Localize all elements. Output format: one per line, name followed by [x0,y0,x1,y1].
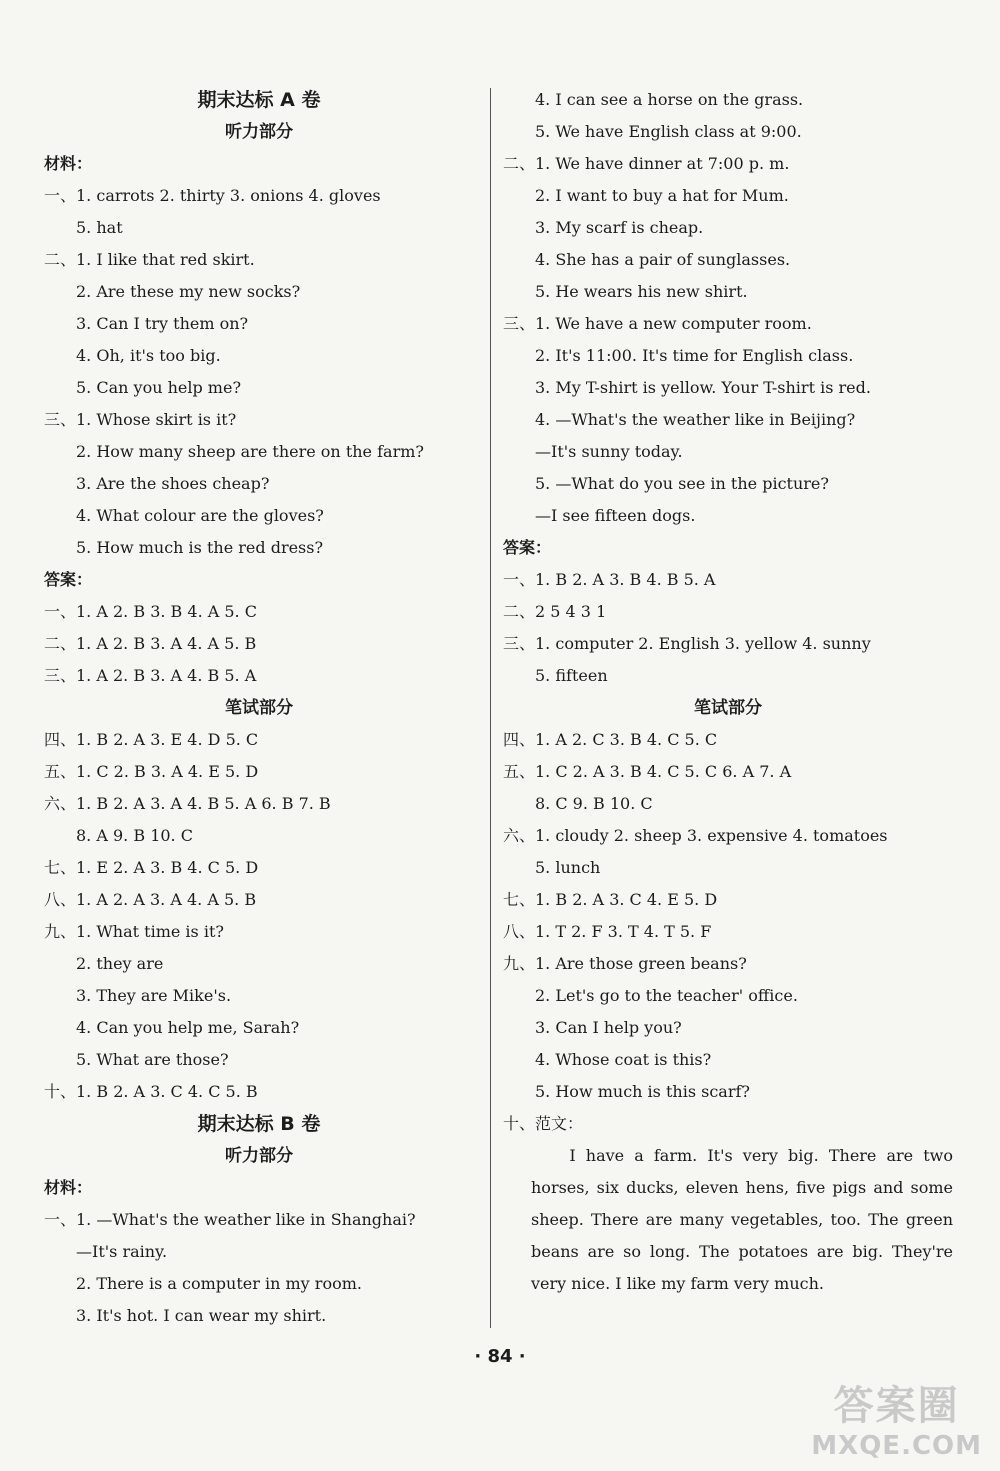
answer-line: 3. My T-shirt is yellow. Your T-shirt is red. [535,378,871,397]
answer-line: 三、1. computer 2. English 3. yellow 4. sunny [503,634,871,653]
answer-line: 2. How many sheep are there on the farm? [76,442,424,461]
answer-line: 5. He wears his new shirt. [535,282,748,301]
watermark-glyphs: 答案圈 [833,1383,960,1429]
answer-line: 4. Oh, it's too big. [76,346,221,365]
answer-line: 八、1. T 2. F 3. T 4. T 5. F [503,922,712,941]
answer-line: 4. What colour are the gloves? [76,506,324,525]
answer-line: 5. lunch [535,858,601,877]
answer-line: 一、1. carrots 2. thirty 3. onions 4. gloves [44,186,381,205]
answer-line: 3. Can I try them on? [76,314,249,333]
model-essay: I have a farm. It's very big. There are two horses, six ducks, eleven hens, five pigs and some sheep. There are many vegetables, too. The green beans are so long. The potatoes are big. They're very nice. I like my farm very much. [531,1146,953,1293]
watermark-logo [811,1374,982,1461]
answer-line: 八、1. A 2. A 3. A 4. A 5. B [44,890,257,909]
answer-line: 4. —What's the weather like in Beijing? [535,410,856,429]
section-subtitle: 听力部分 [225,1146,293,1166]
answer-line: 2. Are these my new socks? [76,282,301,301]
answer-line: 5. What are those? [76,1050,229,1069]
answer-line: 3. Are the shoes cheap? [76,474,270,493]
answer-line: 七、1. E 2. A 3. B 4. C 5. D [44,858,259,877]
answer-line: —I see fifteen dogs. [535,506,696,525]
answer-line: 九、1. Are those green beans? [503,954,747,973]
answer-line: 4. Whose coat is this? [535,1050,712,1069]
answer-line: 3. My scarf is cheap. [535,218,704,237]
answer-line: 3. They are Mike's. [76,986,232,1005]
answer-line: 5. How much is the red dress? [76,538,324,557]
page-number: · 84 · [474,1346,526,1367]
answer-line: 2. I want to buy a hat for Mum. [535,186,789,205]
answer-line: —It's sunny today. [535,442,683,461]
answer-line: 二、1. We have dinner at 7:00 p. m. [503,154,790,173]
answer-line: 六、1. cloudy 2. sheep 3. expensive 4. tomatoes [503,826,888,845]
section-subtitle: 笔试部分 [694,698,762,718]
answer-line: 5. We have English class at 9:00. [535,122,802,141]
answer-line: 2. It's 11:00. It's time for English class. [535,346,854,365]
answer-line: 二、1. I like that red skirt. [44,250,255,269]
answer-line: 五、1. C 2. B 3. A 4. E 5. D [44,762,259,781]
section-label: 材料： [44,154,93,173]
section-subtitle: 笔试部分 [225,698,293,718]
answer-line: 2. There is a computer in my room. [76,1274,362,1293]
answer-line: 四、1. B 2. A 3. E 4. D 5. C [44,730,259,749]
section-label: 答案： [44,570,93,589]
section-subtitle: 听力部分 [225,122,293,142]
right-column [503,84,953,1300]
answer-line: 5. hat [76,218,123,237]
answer-line: 4. I can see a horse on the grass. [535,90,804,109]
answer-line: 一、1. —What's the weather like in Shanghai? [44,1210,416,1229]
answer-line: 8. C 9. B 10. C [535,794,653,813]
answer-line: 2. they are [76,954,164,973]
answer-line: 三、1. We have a new computer room. [503,314,812,333]
column-divider [490,88,491,1328]
section-title: 期末达标 B 卷 [197,1113,321,1135]
answer-line: 一、1. B 2. A 3. B 4. B 5. A [503,570,716,589]
section-label: 材料： [44,1178,93,1197]
section-label: 答案： [503,538,552,557]
answer-line: 3. Can I help you? [535,1018,682,1037]
answer-line: 五、1. C 2. A 3. B 4. C 5. C 6. A 7. A [503,762,792,781]
answer-line: 4. She has a pair of sunglasses. [535,250,791,269]
answer-line: 2. Let's go to the teacher' office. [535,986,798,1005]
answer-line: 4. Can you help me, Sarah? [76,1018,300,1037]
answer-line: 七、1. B 2. A 3. C 4. E 5. D [503,890,718,909]
answer-line: 三、1. Whose skirt is it? [44,410,237,429]
answer-line: 5. How much is this scarf? [535,1082,750,1101]
answer-line: 8. A 9. B 10. C [76,826,193,845]
answer-line: 九、1. What time is it? [44,922,224,941]
answer-line: 二、2 5 4 3 1 [503,602,607,621]
answer-line: 十、1. B 2. A 3. C 4. C 5. B [44,1082,258,1101]
answer-line: 十、范文： [503,1114,584,1133]
answer-line: 5. Can you help me? [76,378,242,397]
section-title: 期末达标 A 卷 [197,89,321,111]
answer-line: 一、1. A 2. B 3. B 4. A 5. C [44,602,257,621]
answer-line: 3. It's hot. I can wear my shirt. [76,1306,327,1325]
watermark-url: MXQE.COM [811,1431,982,1461]
answer-line: 四、1. A 2. C 3. B 4. C 5. C [503,730,718,749]
answer-line: 5. —What do you see in the picture? [535,474,829,493]
answer-line: 二、1. A 2. B 3. A 4. A 5. B [44,634,257,653]
answer-line: —It's rainy. [76,1242,168,1261]
answer-line: 三、1. A 2. B 3. A 4. B 5. A [44,666,257,685]
answer-line: 六、1. B 2. A 3. A 4. B 5. A 6. B 7. B [44,794,331,813]
left-column [44,84,474,1332]
answer-line: 5. fifteen [535,666,608,685]
